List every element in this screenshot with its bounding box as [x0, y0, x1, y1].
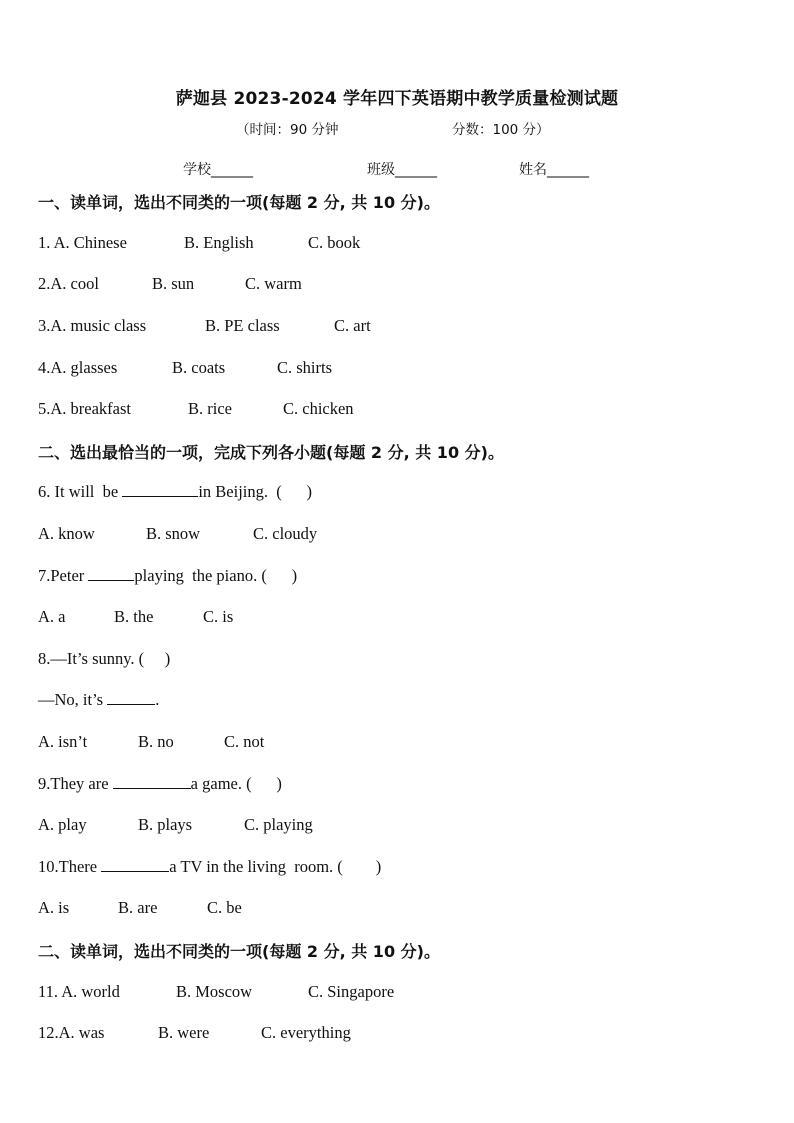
question-9	[38, 774, 282, 794]
section-heading-2: 二、选出最恰当的一项，完成下列各小题(每题 2 分, 共 10 分)。	[38, 443, 504, 462]
question-11-option-b: B. Moscow	[176, 982, 253, 1001]
question-6-option-a: A. know	[38, 524, 95, 543]
question-11-option-c: C. Singapore	[308, 982, 395, 1001]
question-12-option-c: C. everything	[261, 1023, 351, 1042]
question-5-option-b: B. rice	[188, 399, 232, 418]
question-4: 4.A. glasses	[38, 358, 118, 377]
question-5-option-c: C. chicken	[283, 399, 354, 418]
question-3: 3.A. music class	[38, 316, 147, 335]
question-9-option-b: B. plays	[138, 815, 193, 834]
class-field: 班级______	[367, 162, 437, 178]
question-3-option-b: B. PE class	[205, 316, 280, 335]
question-4-option-c: C. shirts	[277, 358, 333, 377]
question-9-option-c: C. playing	[244, 815, 313, 834]
question-8-reply	[38, 690, 159, 710]
exam-score: 分数：100 分）	[452, 122, 550, 138]
question-1-option-c: C. book	[308, 233, 361, 252]
question-7	[38, 566, 297, 586]
question-8-option-b: B. no	[138, 732, 174, 751]
question-7-option-b: B. the	[114, 607, 154, 626]
question-7-option-a: A. a	[38, 607, 66, 626]
question-12-option-b: B. were	[158, 1023, 210, 1042]
question-7-stem: 7.Peter	[38, 566, 89, 585]
question-6-stem-end: in Beijing. ( )	[198, 482, 312, 501]
question-8-reply-stem: —No, it’s	[38, 690, 108, 709]
question-7-option-c: C. is	[203, 607, 234, 626]
question-6-option-b: B. snow	[146, 524, 201, 543]
question-5: 5.A. breakfast	[38, 399, 132, 418]
question-8: 8.—It’s sunny. ( )	[38, 649, 171, 668]
question-6-option-c: C. cloudy	[253, 524, 318, 543]
section-heading-3: 二、读单词，选出不同类的一项(每题 2 分, 共 10 分)。	[38, 942, 440, 961]
question-6-stem: 6. It will be	[38, 482, 123, 501]
question-8-option-a: A. isn’t	[38, 732, 88, 751]
answer-blank	[113, 774, 191, 789]
school-field: 学校______	[183, 162, 253, 178]
exam-time: （时间：90 分钟	[236, 122, 339, 138]
question-10-option-a: A. is	[38, 898, 70, 917]
answer-blank	[88, 566, 134, 581]
question-10-option-c: C. be	[207, 898, 242, 917]
exam-title: 萨迦县 2023-2024 学年四下英语期中教学质量检测试题	[175, 89, 619, 109]
question-9-stem-end: a game. ( )	[190, 774, 282, 793]
answer-blank	[122, 482, 198, 497]
name-field: 姓名______	[519, 162, 589, 178]
question-2-option-b: B. sun	[152, 274, 195, 293]
question-8-option-c: C. not	[224, 732, 265, 751]
question-1-option-b: B. English	[184, 233, 254, 252]
question-8-reply-end: .	[155, 690, 160, 709]
question-1: 1. A. Chinese	[38, 233, 127, 252]
question-2: 2.A. cool	[38, 274, 99, 293]
question-6	[38, 482, 312, 502]
question-11: 11. A. world	[38, 982, 120, 1001]
question-10-stem-end: a TV in the living room. ( )	[169, 857, 382, 876]
question-10-stem: 10.There	[38, 857, 102, 876]
section-heading-1: 一、读单词，选出不同类的一项(每题 2 分, 共 10 分)。	[38, 193, 440, 212]
question-12: 12.A. was	[38, 1023, 105, 1042]
question-7-stem-end: playing the piano. ( )	[134, 566, 298, 585]
question-10-option-b: B. are	[118, 898, 158, 917]
answer-blank	[107, 690, 155, 705]
question-4-option-b: B. coats	[172, 358, 226, 377]
question-3-option-c: C. art	[334, 316, 371, 335]
question-2-option-c: C. warm	[245, 274, 302, 293]
answer-blank	[101, 857, 169, 872]
question-10	[38, 857, 381, 877]
question-9-stem: 9.They are	[38, 774, 113, 793]
question-9-option-a: A. play	[38, 815, 87, 834]
